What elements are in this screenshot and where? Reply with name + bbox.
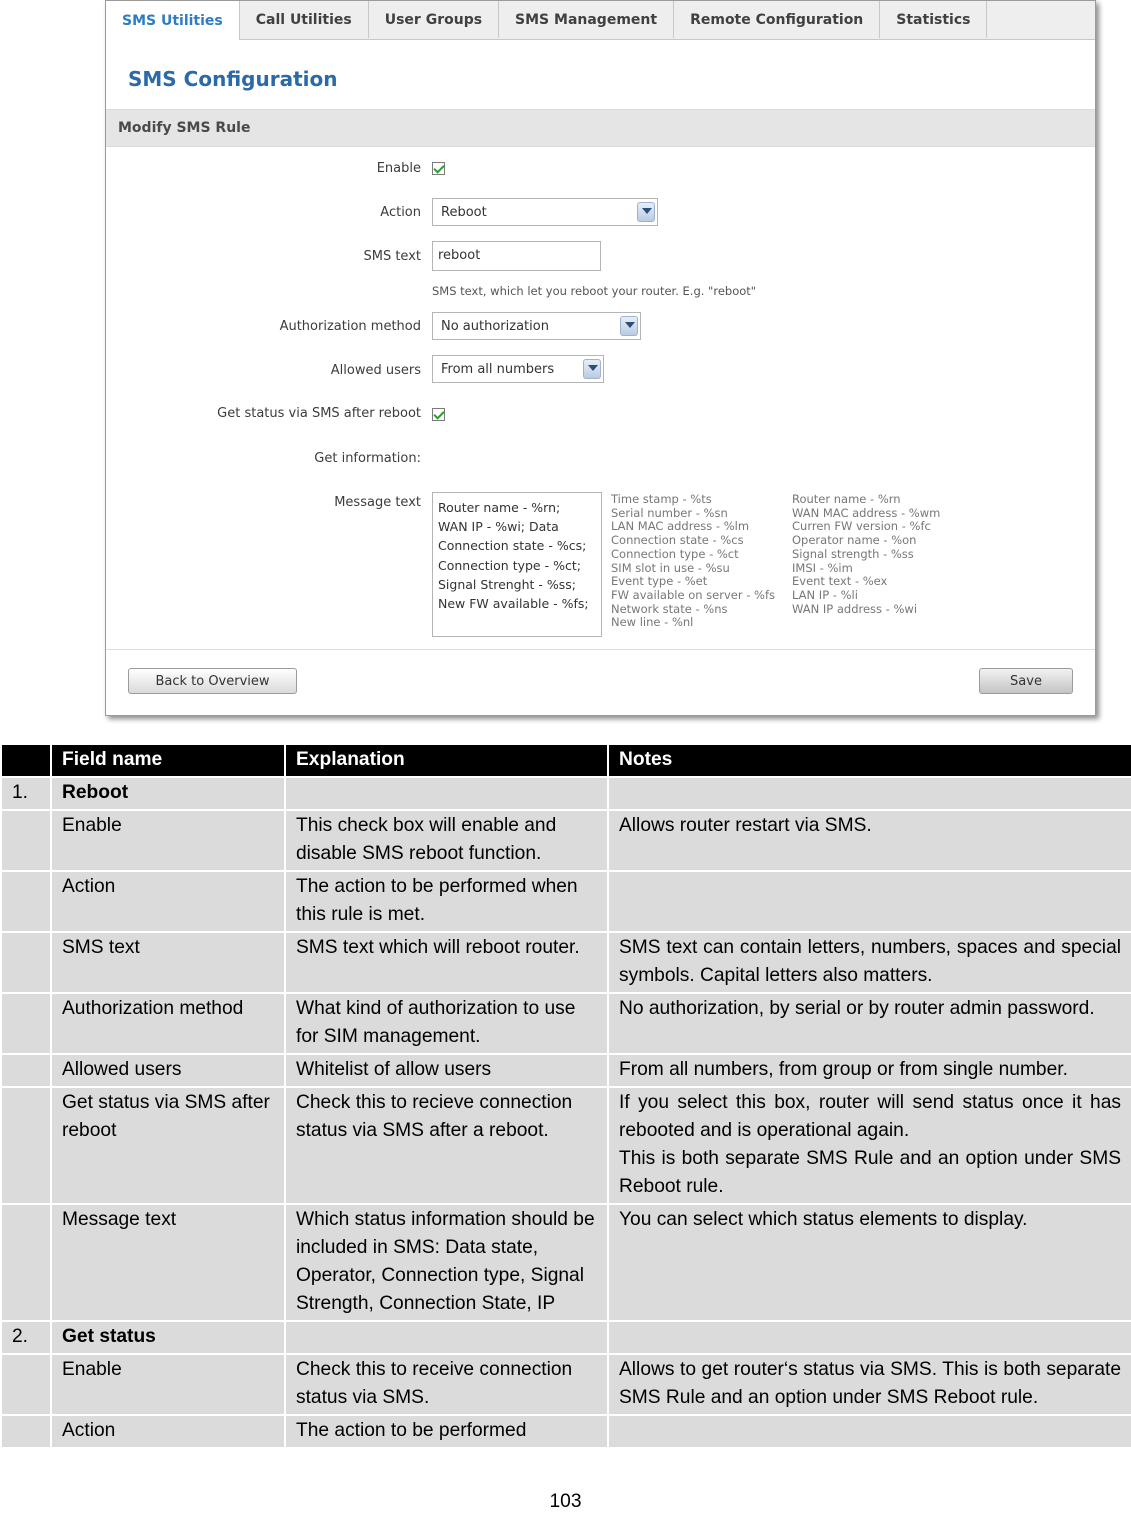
row-explanation: This check box will enable and disable SMS reboot function.	[285, 810, 608, 871]
status-codes-right	[792, 493, 940, 616]
note-paragraph: This is both separate SMS Rule and an option under SMS Reboot rule.	[619, 1148, 1121, 1197]
status-code: FW available on server - %fs	[611, 587, 776, 602]
status-code: WAN IP address - %wi	[792, 601, 918, 616]
back-to-overview-button[interactable]: Back to Overview	[128, 668, 297, 694]
status-code: Network state - %ns	[611, 601, 728, 616]
sms-text-label: SMS text	[363, 249, 421, 264]
sms-text-hint: SMS text, which let you reboot your router. E.g. "reboot"	[432, 284, 757, 298]
status-code: Event type - %et	[611, 574, 708, 589]
row-field: Get status	[51, 1321, 285, 1354]
page-number: 103	[549, 1491, 582, 1512]
row-notes	[608, 1415, 1131, 1448]
row-explanation: Check this to receive connection status via SMS.	[285, 1354, 608, 1415]
status-code: IMSI - %im	[792, 560, 853, 575]
row-field: Message text	[51, 1204, 285, 1321]
chevron-down-icon	[620, 316, 638, 336]
chevron-down-icon	[583, 359, 601, 379]
auth-method-value: No authorization	[441, 319, 549, 334]
message-line: Connection type - %ct;	[438, 557, 581, 573]
row-number	[1, 932, 51, 993]
status-code: WAN MAC address - %wm	[792, 505, 941, 520]
row-number	[1, 810, 51, 871]
table-row	[1, 932, 1131, 993]
table-row	[1, 1354, 1131, 1415]
row-field: Enable	[51, 1354, 285, 1415]
row-field: Reboot	[51, 777, 285, 810]
status-code: New line - %nl	[611, 615, 694, 630]
row-notes: Allows router restart via SMS.	[608, 810, 1131, 871]
router-screenshot	[105, 0, 1096, 716]
message-line: WAN IP - %wi; Data	[438, 519, 559, 535]
allowed-users-label: Allowed users	[330, 363, 421, 378]
row-number	[1, 871, 51, 932]
tab-call-utilities[interactable]: Call Utilities	[240, 1, 369, 38]
tab-bar	[106, 1, 1095, 40]
row-explanation: SMS text which will reboot router.	[285, 932, 608, 993]
enable-label: Enable	[376, 161, 421, 176]
divider	[106, 649, 1095, 650]
tab-sms-management[interactable]: SMS Management	[499, 1, 674, 38]
table-row	[1, 810, 1131, 871]
row-number	[1, 1415, 51, 1448]
table-row	[1, 1087, 1131, 1204]
row-field: Action	[51, 1415, 285, 1448]
header-field-name: Field name	[51, 744, 285, 777]
table-row	[1, 777, 1131, 810]
row-explanation: Check this to recieve connection status via SMS after a reboot.	[285, 1087, 608, 1204]
status-codes-left	[611, 493, 775, 630]
page-title: SMS Configuration	[128, 67, 338, 91]
status-code: Signal strength - %ss	[792, 546, 914, 561]
row-explanation: The action to be performed when this rule is met.	[285, 871, 608, 932]
table-row	[1, 1415, 1131, 1448]
status-code: SIM slot in use - %su	[611, 560, 730, 575]
row-number	[1, 1354, 51, 1415]
row-notes: Allows to get router‘s status via SMS. This is both separate SMS Rule and an option under SMS Reboot rule.	[608, 1354, 1131, 1415]
chevron-down-icon	[637, 202, 655, 222]
header-number	[1, 744, 51, 777]
section-title: Modify SMS Rule	[118, 120, 251, 136]
row-field: Authorization method	[51, 993, 285, 1054]
row-number: 2.	[1, 1321, 51, 1354]
save-button[interactable]: Save	[979, 668, 1073, 694]
row-explanation: Which status information should be included in SMS: Data state, Operator, Connection type, Signal Strength, Connection State, IP	[285, 1204, 608, 1321]
tab-user-groups[interactable]: User Groups	[369, 1, 499, 38]
row-notes	[608, 871, 1131, 932]
row-field: Allowed users	[51, 1054, 285, 1087]
header-notes: Notes	[608, 744, 1131, 777]
row-explanation: The action to be performed	[285, 1415, 608, 1448]
tab-statistics[interactable]: Statistics	[880, 1, 987, 38]
status-code: Router name - %rn	[792, 492, 901, 506]
message-text-area[interactable]	[432, 492, 602, 637]
row-notes	[608, 777, 1131, 810]
row-explanation: What kind of authorization to use for SIM management.	[285, 993, 608, 1054]
get-information-label: Get information:	[314, 451, 421, 466]
row-number: 1.	[1, 777, 51, 810]
auth-method-label: Authorization method	[279, 319, 421, 334]
row-notes: No authorization, by serial or by router admin password.	[608, 993, 1131, 1054]
table-row	[1, 1204, 1131, 1321]
row-notes: SMS text can contain letters, numbers, spaces and special symbols. Capital letters also matters.	[608, 932, 1131, 993]
allowed-users-select[interactable]	[432, 355, 604, 383]
row-number	[1, 1054, 51, 1087]
row-number	[1, 1087, 51, 1204]
auth-method-select[interactable]	[432, 312, 641, 340]
row-field: Get status via SMS after reboot	[51, 1087, 285, 1204]
field-table	[0, 743, 1131, 1449]
table-row	[1, 1054, 1131, 1087]
status-code: LAN IP - %li	[792, 587, 858, 602]
status-code: LAN MAC address - %lm	[611, 519, 750, 534]
message-text-label: Message text	[334, 495, 421, 510]
row-explanation	[285, 1321, 608, 1354]
row-field: Enable	[51, 810, 285, 871]
status-code: Time stamp - %ts	[611, 492, 712, 506]
table-header-row	[1, 744, 1131, 777]
table-row	[1, 871, 1131, 932]
tab-sms-utilities[interactable]: SMS Utilities	[106, 1, 240, 40]
table-row	[1, 993, 1131, 1054]
get-status-checkbox[interactable]	[432, 408, 445, 421]
tab-remote-configuration[interactable]: Remote Configuration	[674, 1, 880, 38]
row-field: SMS text	[51, 932, 285, 993]
message-line: Signal Strenght - %ss;	[438, 576, 577, 592]
row-explanation	[285, 777, 608, 810]
row-number	[1, 1204, 51, 1321]
status-code: Curren FW version - %fc	[792, 519, 931, 534]
action-select[interactable]	[432, 198, 658, 226]
status-code: Operator name - %on	[792, 533, 917, 548]
row-notes: You can select which status elements to display.	[608, 1204, 1131, 1321]
message-line: Router name - %rn;	[438, 500, 561, 515]
get-status-label: Get status via SMS after reboot	[217, 406, 421, 421]
header-explanation: Explanation	[285, 744, 608, 777]
section-header	[106, 109, 1095, 147]
row-field: Action	[51, 871, 285, 932]
row-notes	[608, 1321, 1131, 1354]
action-label: Action	[380, 205, 421, 220]
sms-text-input[interactable]: reboot	[432, 241, 601, 271]
note-paragraph: If you select this box, router will send status once it has rebooted and is operational again.	[619, 1092, 1121, 1141]
allowed-users-value: From all numbers	[441, 362, 555, 377]
status-code: Connection type - %ct	[611, 546, 739, 561]
table-row	[1, 1321, 1131, 1354]
status-code: Serial number - %sn	[611, 505, 728, 520]
row-number	[1, 993, 51, 1054]
message-line: New FW available - %fs;	[438, 596, 589, 612]
row-explanation: Whitelist of allow users	[285, 1054, 608, 1087]
row-notes: From all numbers, from group or from single number.	[608, 1054, 1131, 1087]
enable-checkbox[interactable]	[432, 162, 445, 175]
status-code: Connection state - %cs	[611, 533, 744, 548]
row-notes	[608, 1087, 1131, 1204]
message-line: Connection state - %cs;	[438, 538, 587, 554]
status-code: Event text - %ex	[792, 574, 888, 589]
action-select-value: Reboot	[441, 205, 487, 220]
